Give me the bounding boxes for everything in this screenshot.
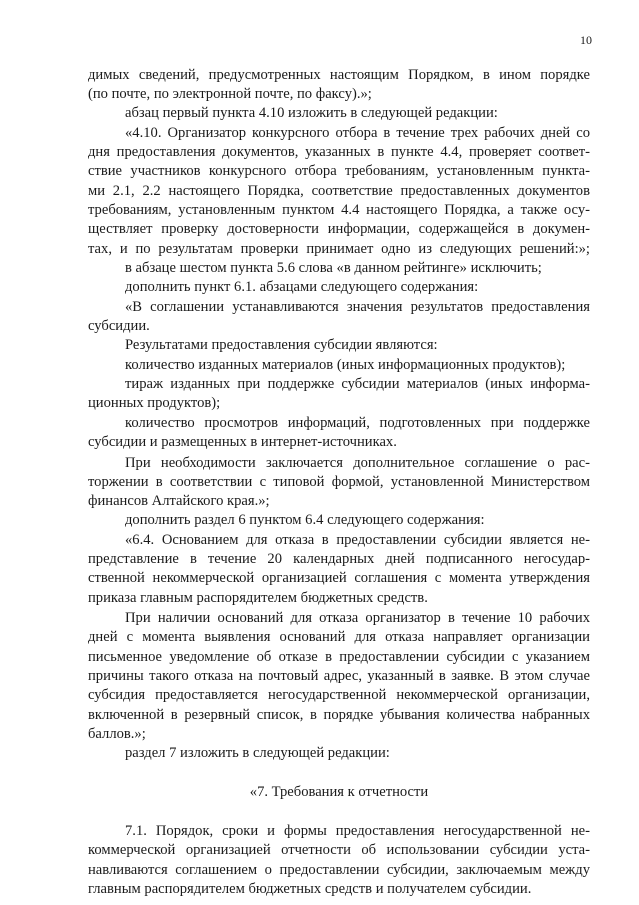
text-line: коммерческой организацией отчетности об использовании субсидии уста-	[88, 842, 590, 858]
text-line: Результатами предоставления субсидии являются:	[125, 337, 438, 353]
text-line: раздел 7 изложить в следующей редакции:	[125, 745, 390, 761]
text-line: При необходимости заключается дополнительное соглашение о рас-	[125, 455, 590, 471]
text-line: требованиям, установленным пунктом 4.4 настоящего Порядка, а также осу-	[88, 202, 590, 218]
text-line: субсидии.	[88, 318, 150, 334]
text-line: субсидия предоставляется негосударственной некоммерческой организации,	[88, 687, 590, 703]
text-line: дополнить раздел 6 пунктом 6.4 следующего содержания:	[125, 512, 485, 528]
text-line: тираж изданных при поддержке субсидии материалов (иных информа-	[125, 376, 590, 392]
text-line: ственной некоммерческой организацией соглашения с момента утверждения	[88, 570, 590, 586]
text-line: письменное уведомление об отказе в предоставлении субсидии с указанием	[88, 649, 590, 665]
text-line: представление в течение 20 календарных дней подписанного негосудар-	[88, 551, 590, 567]
text-line: «В соглашении устанавливаются значения результатов предоставления	[125, 299, 590, 315]
text-line: 7.1. Порядок, сроки и формы предоставления негосударственной не-	[125, 823, 590, 839]
page-number: 10	[580, 33, 592, 47]
text-line: При наличии оснований для отказа организатор в течение 10 рабочих	[125, 610, 590, 626]
text-line: ствие участников конкурсного отбора требованиям, установленным пункта-	[88, 163, 590, 179]
text-line: баллов.»;	[88, 726, 146, 742]
text-line: главным распорядителем бюджетных средств и получателем субсидии.	[88, 881, 532, 897]
text-line: торжении в соответствии с типовой формой, установленной Министерством	[88, 474, 590, 490]
text-line: «7. Требования к отчетности	[249, 784, 429, 800]
text-line: количество просмотров информаций, подготовленных при поддержке	[125, 415, 590, 431]
text-line: «6.4. Основанием для отказа в предоставлении субсидии является не-	[125, 532, 590, 548]
text-line: приказа главным распорядителем бюджетных средств.	[88, 590, 428, 606]
text-line: навливаются соглашением о предоставлении субсидии, заключаемым между	[88, 862, 590, 878]
text-line: в абзаце шестом пункта 5.6 слова «в данном рейтинге» исключить;	[125, 260, 542, 276]
text-line: финансов Алтайского края.»;	[88, 493, 270, 509]
text-line: дня предоставления документов, указанных в пункте 4.4, проверяет соответ-	[88, 144, 590, 160]
text-line: (по почте, по электронной почте, по факсу).»;	[88, 86, 372, 102]
text-line: ционных продуктов);	[88, 395, 221, 411]
text-line: субсидии и размещенных в интернет-источниках.	[88, 434, 397, 450]
text-line: тах, и по результатам проверки принимает одно из следующих решений:»;	[88, 241, 590, 257]
text-line: дополнить пункт 6.1. абзацами следующего содержания:	[125, 279, 479, 295]
text-line: абзац первый пункта 4.10 изложить в следующей редакции:	[125, 105, 498, 121]
text-line: димых сведений, предусмотренных настоящим Порядком, в ином порядке	[88, 67, 590, 83]
text-line: включенной в резервный список, в порядке убывания количества набранных	[88, 707, 590, 723]
text-line: количество изданных материалов (иных информационных продуктов);	[125, 357, 566, 373]
text-line: причины такого отказа на почтовый адрес, указанный в заявке. В этом случае	[88, 668, 590, 684]
text-line: дней с момента выявления оснований для отказа направляет организации	[88, 629, 590, 645]
text-line: ществляет проверку достоверности информации, содержащейся в докумен-	[88, 221, 590, 237]
text-line: ми 2.1, 2.2 настоящего Порядка, соответствие предоставленных документов	[88, 183, 590, 199]
text-line: «4.10. Организатор конкурсного отбора в течение трех рабочих дней со	[125, 125, 590, 141]
